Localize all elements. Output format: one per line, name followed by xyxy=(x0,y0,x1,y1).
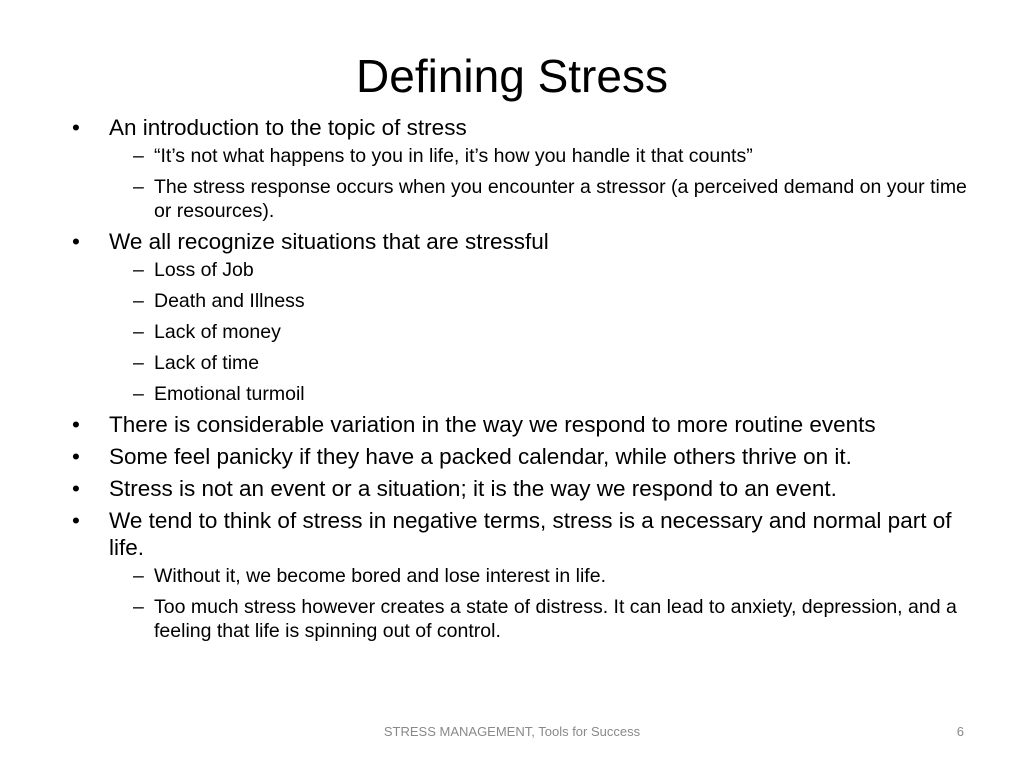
dash-marker: – xyxy=(133,383,144,405)
sub-bullet-list xyxy=(109,258,982,406)
sub-bullet-text: Lack of time xyxy=(154,352,260,374)
bullet-text: Some feel panicky if they have a packed calendar, while others thrive on it. xyxy=(109,444,852,469)
bullet-text: An introduction to the topic of stress xyxy=(109,115,467,140)
sub-bullet-text: The stress response occurs when you encounter a stressor (a perceived demand on your time or resources). xyxy=(154,176,967,222)
bullet-text: We all recognize situations that are stressful xyxy=(109,229,549,254)
sub-bullet-item xyxy=(109,382,982,406)
slide-footer: STRESS MANAGEMENT, Tools for Success xyxy=(383,724,641,739)
dash-marker: – xyxy=(133,290,144,312)
bullet-item xyxy=(72,475,982,502)
dash-marker: – xyxy=(133,259,144,281)
bullet-item xyxy=(72,507,982,643)
bullet-marker: • xyxy=(72,412,80,437)
bullet-marker: • xyxy=(72,115,80,140)
sub-bullet-text: Emotional turmoil xyxy=(154,383,305,405)
bullet-text: There is considerable variation in the way we respond to more routine events xyxy=(109,412,876,437)
sub-bullet-item xyxy=(109,144,982,168)
bullet-item xyxy=(72,114,982,223)
sub-bullet-text: Too much stress however creates a state of distress. It can lead to anxiety, depression, and a feeling that life is spinning out of control. xyxy=(154,596,957,642)
bullet-marker: • xyxy=(72,476,80,501)
sub-bullet-list xyxy=(109,564,982,643)
dash-marker: – xyxy=(133,596,144,618)
bullet-marker: • xyxy=(72,508,80,533)
sub-bullet-item xyxy=(109,289,982,313)
sub-bullet-item xyxy=(109,564,982,588)
sub-bullet-item xyxy=(109,175,982,223)
sub-bullet-item xyxy=(109,351,982,375)
page-number: 6 xyxy=(956,724,964,739)
bullet-item xyxy=(72,228,982,406)
bullet-list xyxy=(72,114,982,643)
dash-marker: – xyxy=(133,145,144,167)
sub-bullet-text: “It’s not what happens to you in life, it’s how you handle it that counts” xyxy=(154,145,753,167)
bullet-text: We tend to think of stress in negative terms, stress is a necessary and normal part of life. xyxy=(109,508,952,560)
sub-bullet-text: Lack of money xyxy=(154,321,281,343)
sub-bullet-list xyxy=(109,144,982,223)
sub-bullet-item xyxy=(109,595,982,643)
dash-marker: – xyxy=(133,565,144,587)
dash-marker: – xyxy=(133,176,144,198)
sub-bullet-item xyxy=(109,258,982,282)
dash-marker: – xyxy=(133,321,144,343)
sub-bullet-item xyxy=(109,320,982,344)
slide-title: Defining Stress xyxy=(356,50,668,102)
bullet-marker: • xyxy=(72,444,80,469)
bullet-text: Stress is not an event or a situation; it is the way we respond to an event. xyxy=(109,476,837,501)
sub-bullet-text: Loss of Job xyxy=(154,259,254,281)
sub-bullet-text: Without it, we become bored and lose interest in life. xyxy=(154,565,606,587)
bullet-marker: • xyxy=(72,229,80,254)
dash-marker: – xyxy=(133,352,144,374)
sub-bullet-text: Death and Illness xyxy=(154,290,305,312)
bullet-item xyxy=(72,443,982,470)
bullet-item xyxy=(72,411,982,438)
